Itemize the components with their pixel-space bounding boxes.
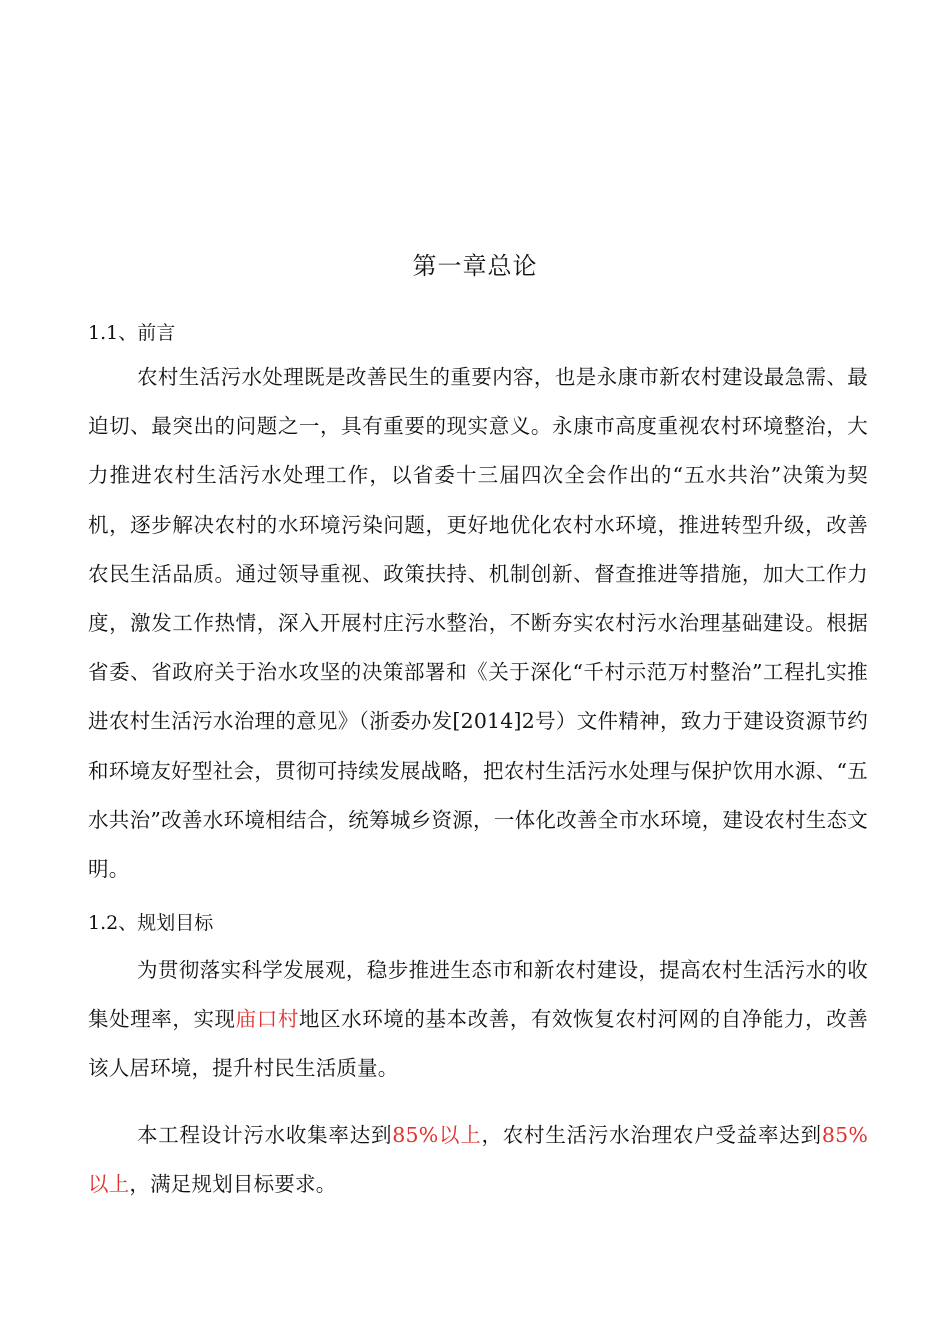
planning-goals-paragraph-2 <box>88 1111 868 1209</box>
section-heading-preface: 1.1、前言 <box>88 322 176 344</box>
village-name-highlight: 庙口村 <box>235 1007 299 1032</box>
paragraph-text: 地区水环境的基本改善，有效恢复农村河网的自净能力，改善该人居环境，提升村民生活质量。 <box>88 1007 868 1081</box>
collection-rate-highlight: 85%以上 <box>392 1123 482 1147</box>
planning-goals-paragraph-1 <box>88 946 868 1094</box>
paragraph-text: 为贯彻落实科学发展观，稳步推进生态市和新农村建设，提高农村生活污水的收集处理率，实现 <box>88 958 868 1032</box>
paragraph-text: ，满足规划目标要求。 <box>129 1172 337 1197</box>
section-heading-planning-goals: 1.2、规划目标 <box>88 912 214 934</box>
preface-paragraph: 农村生活污水处理既是改善民生的重要内容，也是永康市新农村建设最急需、最迫切、最突出的问题之一，具有重要的现实意义。永康市高度重视农村环境整治，大力推进农村生活污水处理工作，以省委十三届四次全会作出的“五水共治”决策为契机，逐步解决农村的水环境污染问题，更好地优化农村水环境，推进转型升级，改善农民生活品质。通过领导重视、政策扶持、机制创新、督查推进等措施，加大工作力度，激发工作热情，深入开展村庄污水整治，不断夯实农村污水治理基础建设。根据省委、省政府关于治水攻坚的决策部署和《关于深化“千村示范万村整治”工程扎实推进农村生活污水治理的意见》（浙委办发[2014]2号）文件精神，致力于建设资源节约和环境友好型社会，贯彻可持续发展战略，把农村生活污水处理与保护饮用水源、“五水共治”改善水环境相结合，统筹城乡资源，一体化改善全市水环境，建设农村生态文明。 <box>88 365 868 882</box>
chapter-title: 第一章总论 <box>412 252 538 280</box>
paragraph-text: 本工程设计污水收集率达到 <box>137 1123 393 1147</box>
paragraph-text: ，农村生活污水治理农户受益率达到 <box>481 1123 822 1147</box>
benefit-rate-highlight: 85%以上 <box>88 1123 868 1197</box>
